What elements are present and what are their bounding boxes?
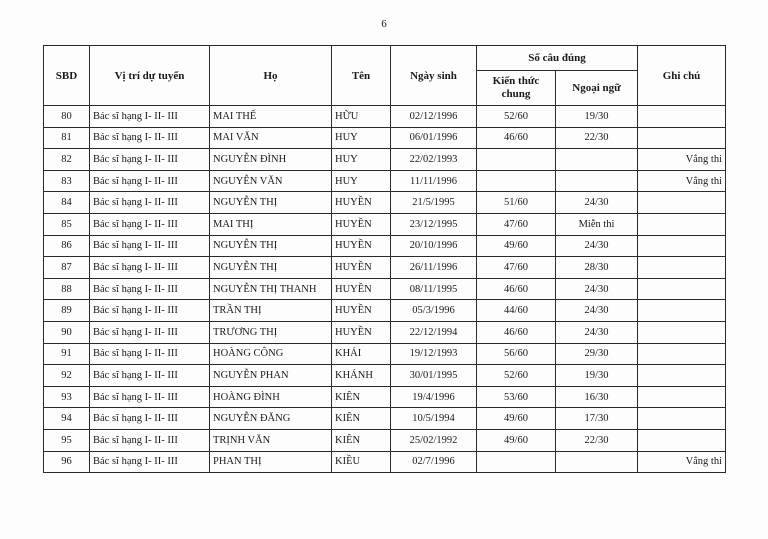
vi-tri-cell: Bác sĩ hạng I- II- III [90,300,210,322]
ghi-chu-cell [638,365,726,387]
table-row [44,365,726,387]
table-row [44,429,726,451]
header-row [44,46,726,71]
header-sbd: SBD [44,46,90,106]
header-ten: Tên [332,46,391,106]
ten-cell: KIỀU [332,451,391,473]
sbd-cell: 88 [44,278,90,300]
ten-cell: HUYỀN [332,321,391,343]
ngay-sinh-cell: 26/11/1996 [391,257,477,279]
ghi-chu-cell [638,343,726,365]
table-row [44,127,726,149]
vi-tri-cell: Bác sĩ hạng I- II- III [90,365,210,387]
vi-tri-cell: Bác sĩ hạng I- II- III [90,170,210,192]
ten-cell: HUYỀN [332,300,391,322]
ten-cell: KHẢI [332,343,391,365]
sbd-cell: 87 [44,257,90,279]
header-ghi-chu: Ghi chú [638,46,726,106]
ngoai-ngu-cell: 29/30 [556,343,638,365]
ho-cell: NGUYỄN THỊ [210,192,332,214]
ngoai-ngu-cell [556,170,638,192]
ngay-sinh-cell: 30/01/1995 [391,365,477,387]
ngoai-ngu-cell [556,451,638,473]
ghi-chu-cell [638,192,726,214]
ho-cell: NGUYỄN THỊ [210,235,332,257]
ngoai-ngu-cell: 24/30 [556,321,638,343]
sbd-cell: 92 [44,365,90,387]
kien-thuc-chung-cell [477,149,556,171]
vi-tri-cell: Bác sĩ hạng I- II- III [90,213,210,235]
ngoai-ngu-cell: 22/30 [556,429,638,451]
sbd-cell: 84 [44,192,90,214]
page-number: 6 [381,18,387,30]
table-row [44,149,726,171]
sbd-cell: 94 [44,408,90,430]
sbd-cell: 91 [44,343,90,365]
kien-thuc-chung-cell: 53/60 [477,386,556,408]
vi-tri-cell: Bác sĩ hạng I- II- III [90,429,210,451]
ghi-chu-cell: Vắng thi [638,170,726,192]
ho-cell: NGUYỄN PHAN [210,365,332,387]
vi-tri-cell: Bác sĩ hạng I- II- III [90,192,210,214]
header-ho: Họ [210,46,332,106]
kien-thuc-chung-cell [477,170,556,192]
ngay-sinh-cell: 05/3/1996 [391,300,477,322]
sbd-cell: 89 [44,300,90,322]
kien-thuc-chung-cell: 49/60 [477,235,556,257]
table-row [44,106,726,128]
ngoai-ngu-cell: Miễn thi [556,213,638,235]
ngay-sinh-cell: 23/12/1995 [391,213,477,235]
ngay-sinh-cell: 02/12/1996 [391,106,477,128]
sbd-cell: 82 [44,149,90,171]
ho-cell: MAI THỊ [210,213,332,235]
ho-cell: MAI VĂN [210,127,332,149]
ghi-chu-cell [638,213,726,235]
kien-thuc-chung-cell: 56/60 [477,343,556,365]
ghi-chu-cell [638,386,726,408]
ghi-chu-cell: Vắng thi [638,451,726,473]
header-ngay-sinh: Ngày sinh [391,46,477,106]
sbd-cell: 86 [44,235,90,257]
ho-cell: MAI THẾ [210,106,332,128]
ghi-chu-cell [638,127,726,149]
ten-cell: HUYỀN [332,192,391,214]
vi-tri-cell: Bác sĩ hạng I- II- III [90,106,210,128]
header-so-cau-dung: Số câu đúng [477,46,638,71]
ngay-sinh-cell: 11/11/1996 [391,170,477,192]
kien-thuc-chung-cell [477,451,556,473]
table-row [44,192,726,214]
vi-tri-cell: Bác sĩ hạng I- II- III [90,235,210,257]
ngay-sinh-cell: 02/7/1996 [391,451,477,473]
vi-tri-cell: Bác sĩ hạng I- II- III [90,451,210,473]
table-row [44,170,726,192]
ngay-sinh-cell: 06/01/1996 [391,127,477,149]
table-body [44,106,726,473]
kien-thuc-chung-cell: 52/60 [477,106,556,128]
vi-tri-cell: Bác sĩ hạng I- II- III [90,257,210,279]
ngoai-ngu-cell: 19/30 [556,365,638,387]
table-row [44,257,726,279]
ho-cell: NGUYỄN THỊ THANH [210,278,332,300]
vi-tri-cell: Bác sĩ hạng I- II- III [90,278,210,300]
ngay-sinh-cell: 21/5/1995 [391,192,477,214]
vi-tri-cell: Bác sĩ hạng I- II- III [90,343,210,365]
ho-cell: HOÀNG ĐÌNH [210,386,332,408]
ghi-chu-cell [638,408,726,430]
sbd-cell: 80 [44,106,90,128]
kien-thuc-chung-cell: 49/60 [477,429,556,451]
kien-thuc-chung-cell: 52/60 [477,365,556,387]
ho-cell: NGUYỄN ĐÌNH [210,149,332,171]
sbd-cell: 81 [44,127,90,149]
ghi-chu-cell [638,300,726,322]
kien-thuc-chung-cell: 44/60 [477,300,556,322]
ten-cell: KIÊN [332,386,391,408]
ghi-chu-cell: Vắng thi [638,149,726,171]
vi-tri-cell: Bác sĩ hạng I- II- III [90,386,210,408]
kien-thuc-chung-cell: 46/60 [477,321,556,343]
ho-cell: TRỊNH VĂN [210,429,332,451]
ngay-sinh-cell: 22/02/1993 [391,149,477,171]
table-row [44,343,726,365]
table-row [44,235,726,257]
ghi-chu-cell [638,429,726,451]
ngoai-ngu-cell: 16/30 [556,386,638,408]
header-vi-tri: Vị trí dự tuyển [90,46,210,106]
ten-cell: HỮU [332,106,391,128]
ten-cell: HUYỀN [332,213,391,235]
sbd-cell: 93 [44,386,90,408]
sbd-cell: 83 [44,170,90,192]
kien-thuc-chung-cell: 51/60 [477,192,556,214]
ten-cell: KIÊN [332,408,391,430]
ho-cell: TRƯƠNG THỊ [210,321,332,343]
table-row [44,451,726,473]
ngay-sinh-cell: 25/02/1992 [391,429,477,451]
ngoai-ngu-cell [556,149,638,171]
ngoai-ngu-cell: 17/30 [556,408,638,430]
ngoai-ngu-cell: 22/30 [556,127,638,149]
table-row [44,213,726,235]
ngay-sinh-cell: 22/12/1994 [391,321,477,343]
ngay-sinh-cell: 19/12/1993 [391,343,477,365]
ho-cell: NGUYỄN ĐĂNG [210,408,332,430]
ngay-sinh-cell: 20/10/1996 [391,235,477,257]
ho-cell: PHAN THỊ [210,451,332,473]
header-kien-thuc-chung: Kiến thức chung [477,71,556,106]
ho-cell: TRẦN THỊ [210,300,332,322]
header-ngoai-ngu: Ngoại ngữ [556,71,638,106]
sbd-cell: 95 [44,429,90,451]
ghi-chu-cell [638,321,726,343]
table-row [44,300,726,322]
ngoai-ngu-cell: 24/30 [556,300,638,322]
table-row [44,408,726,430]
vi-tri-cell: Bác sĩ hạng I- II- III [90,408,210,430]
ten-cell: KIÊN [332,429,391,451]
ten-cell: HUYỀN [332,235,391,257]
ngay-sinh-cell: 08/11/1995 [391,278,477,300]
ten-cell: HUYỀN [332,278,391,300]
kien-thuc-chung-cell: 46/60 [477,127,556,149]
ghi-chu-cell [638,106,726,128]
ho-cell: HOÀNG CÔNG [210,343,332,365]
ngoai-ngu-cell: 24/30 [556,235,638,257]
sbd-cell: 85 [44,213,90,235]
table-row [44,386,726,408]
vi-tri-cell: Bác sĩ hạng I- II- III [90,149,210,171]
kien-thuc-chung-cell: 47/60 [477,213,556,235]
ten-cell: HUY [332,127,391,149]
exam-results-table [43,45,726,473]
ho-cell: NGUYỄN THỊ [210,257,332,279]
table-row [44,321,726,343]
vi-tri-cell: Bác sĩ hạng I- II- III [90,321,210,343]
ten-cell: KHÁNH [332,365,391,387]
ten-cell: HUY [332,149,391,171]
ngoai-ngu-cell: 19/30 [556,106,638,128]
vi-tri-cell: Bác sĩ hạng I- II- III [90,127,210,149]
ten-cell: HUY [332,170,391,192]
kien-thuc-chung-cell: 47/60 [477,257,556,279]
kien-thuc-chung-cell: 49/60 [477,408,556,430]
sbd-cell: 90 [44,321,90,343]
ngay-sinh-cell: 10/5/1994 [391,408,477,430]
ghi-chu-cell [638,278,726,300]
ghi-chu-cell [638,257,726,279]
ngoai-ngu-cell: 24/30 [556,278,638,300]
ho-cell: NGUYỄN VĂN [210,170,332,192]
ten-cell: HUYỀN [332,257,391,279]
ghi-chu-cell [638,235,726,257]
kien-thuc-chung-cell: 46/60 [477,278,556,300]
table-row [44,278,726,300]
ngoai-ngu-cell: 24/30 [556,192,638,214]
ngoai-ngu-cell: 28/30 [556,257,638,279]
ngay-sinh-cell: 19/4/1996 [391,386,477,408]
sbd-cell: 96 [44,451,90,473]
